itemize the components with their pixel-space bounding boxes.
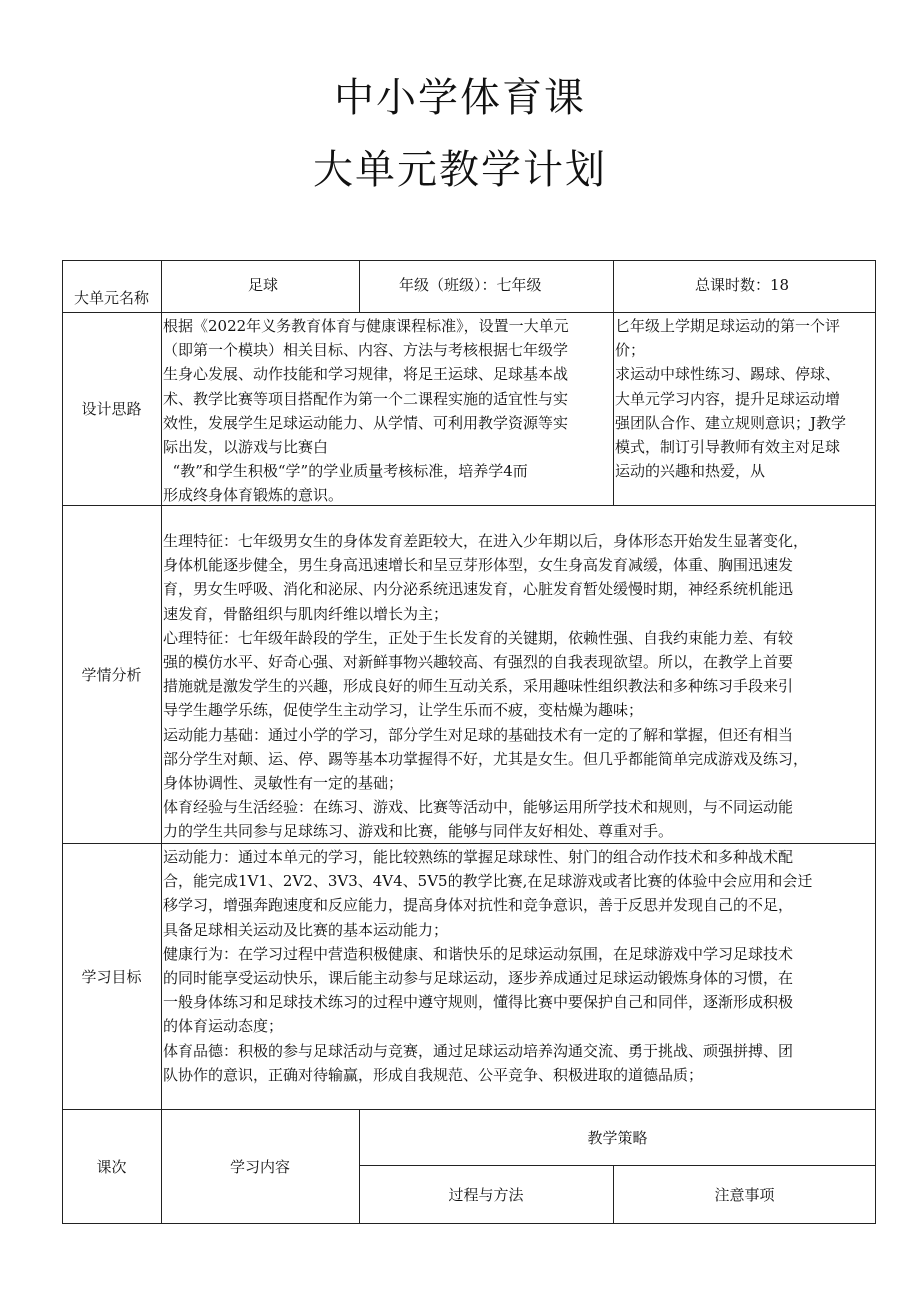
unit-name-value: 足球 bbox=[248, 276, 279, 294]
design-label: 设计思路 bbox=[81, 400, 142, 418]
process-label: 过程与方法 bbox=[448, 1186, 524, 1204]
page-title-line1: 中小学体育课 bbox=[334, 75, 586, 121]
grade-field: 年级（班级）：七年级 bbox=[399, 276, 542, 294]
design-text-left: 根据《2022年义务教育体育与健康课程标准》，设置一大单元 （即第一个模块）相关目标、内容、方法与考核根据七年级学 生身心发展、动作技能和学习规律，将足王运球、足球基本战 术、教学比赛等项目搭配作为第一个二课程实施的适宜性与实 效性，发展学生足球运动能力、从学情、可利用教学资源等实 际出发，以游戏与比赛白 “教”和学生积极“学”的学业质量考核标准，培养学4而 形成终身体育锻炼的意识。 bbox=[163, 317, 569, 505]
content-label: 学习内容 bbox=[229, 1158, 290, 1176]
notes-label: 注意事项 bbox=[714, 1186, 775, 1204]
goals-label: 学习目标 bbox=[81, 967, 142, 986]
analysis-text: 生理特征：七年级男女生的身体发育差距较大，在进入少年期以后，身体形态开始发生显著变化， 身体机能逐步健全，男生身高迅速增长和呈豆芽形体型，女生身高发育减缓，体重、胸围迅速发 育，男女生呼吸、消化和泌尿、内分泌系统迅速发育，心脏发育暂处缓慢时期，神经系统机能迅 速发育，骨骼组织与肌肉纤维以增长为主； 心理特征：七年级年龄段的学生，正处于生长发育的关键期，依赖性强、自我约束能力差、有较 强的模仿水平、好奇心强、对新鲜事物兴趣较高、有强烈的自我表现欲望。所以，在教学上首要 措施就是激发学生的兴趣，形成良好的师生互动关系，采用趣味性组织教法和多种练习手段来引 导学生趣学乐练，促使学生主动学习，让学生乐而不疲，变枯燥为趣味； 运动能力基础：通过小学的学习，部分学生对足球的基础技术有一定的了解和掌握，但还有相当 部分学生对颠、运、停、踢等基本功掌握得不好，尤其是女生。但几乎都能简单完成游戏及练习， 身体协调性、灵敏性有一定的基础； 体育经验与生活经验：在练习、游戏、比赛等活动中，能够运用所学技术和规则，与不同运动能 力的学生共同参与足球练习、游戏和比赛，能够与同伴友好相处、尊重对手。 bbox=[163, 532, 809, 841]
analysis-label: 学情分析 bbox=[81, 665, 142, 684]
unit-name-label: 大单元名称 bbox=[73, 288, 149, 307]
page-title-line2: 大单元教学计划 bbox=[313, 147, 607, 193]
design-text-right: 匕年级上学期足球运动的第一个评 价； 求运动中球性练习、踢球、停球、 大单元学习内容，提升足球运动增 强团队合作、建立规则意识；J教学 模式，制订引导教师有效主对足球 运动的兴趣和热爱，从 bbox=[615, 317, 847, 481]
strategy-label: 教学策略 bbox=[587, 1128, 648, 1147]
total-hours-field: 总课时数：18 bbox=[695, 276, 790, 294]
goals-text: 运动能力：通过本单元的学习，能比较熟练的掌握足球球性、射门的组合动作技术和多种战术配 合，能完成1V1、2V2、3V3、4V4、5V5的教学比赛,在足球游戏或者比赛的体验中会应用和会迁 移学习，增强奔跑速度和反应能力，提高身体对抗性和竞争意识，善于反思并发现自己的不足， 具备足球相关运动及比赛的基本运动能力； 健康行为：在学习过程中营造积极健康、和谐快乐的足球运动氛围，在足球游戏中学习足球技术 的同时能享受运动快乐，课后能主动参与足球运动，逐步养成通过足球运动锻炼身体的习惯，在 一般身体练习和足球技术练习的过程中遵守规则，懂得比赛中要保护自己和同伴，逐渐形成积极 的体育运动态度； 体育品德：积极的参与足球活动与竞赛，通过足球运动培养沟通交流、勇于挑战、顽强拼搏、团 队协作的意识，正确对待输赢，形成自我规范、公平竞争、积极进取的道德品质； bbox=[163, 848, 813, 1084]
lesson-label: 课次 bbox=[96, 1158, 127, 1176]
